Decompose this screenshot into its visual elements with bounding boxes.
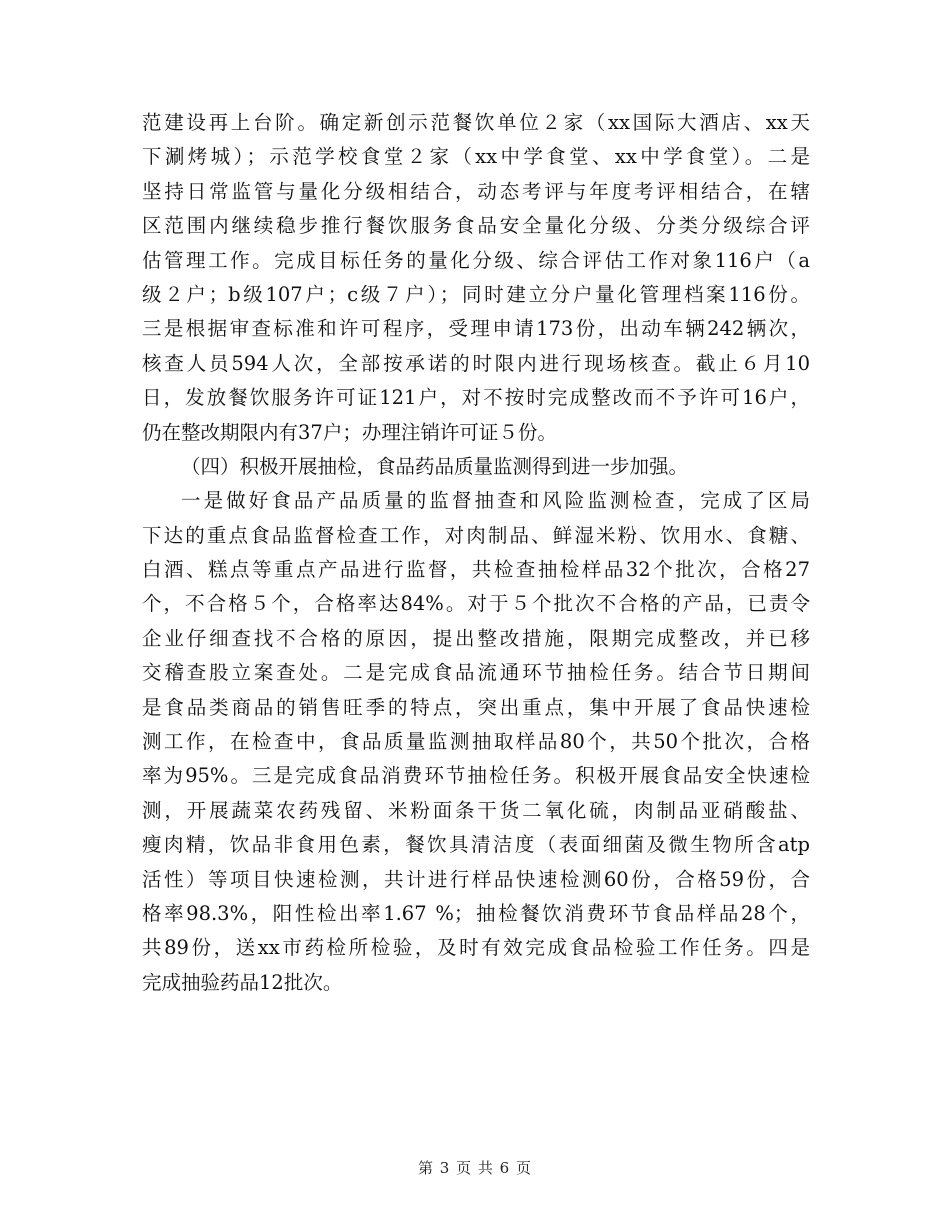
text-line: 企业仔细查找不合格的原因，提出整改措施，限期完成整改，并已移 — [142, 626, 810, 650]
text-line: 是食品类商品的销售旺季的特点，突出重点，集中开展了食品快速检 — [142, 695, 810, 719]
text-line: 三是根据审查标准和许可程序，受理申请173份，出动车辆242辆次， — [142, 317, 810, 341]
text-line: 坚持日常监管与量化分级相结合，动态考评与年度考评相结合，在辖 — [142, 179, 810, 203]
text-line: 率为95%。三是完成食品消费环节抽检任务。积极开展食品安全快速检 — [142, 764, 810, 788]
text-line: 共89份，送xx市药检所检验，及时有效完成食品检验工作任务。四是 — [142, 936, 810, 960]
text-line: 一是做好食品产品质量的监督抽查和风险监测检查，完成了区局 — [181, 489, 810, 513]
text-line: 测工作，在检查中，食品质量监测抽取样品80个，共50个批次，合格 — [142, 730, 810, 754]
text-line: 交稽查股立案查处。二是完成食品流通环节抽检任务。结合节日期间 — [142, 661, 810, 685]
document-body — [142, 106, 810, 1000]
text-line: 完成抽验药品12批次。 — [142, 970, 343, 994]
text-line: 活性）等项目快速检测，共计进行样品快速检测60份，合格59份，合 — [142, 867, 810, 891]
section-heading: （四）积极开展抽检，食品药品质量监测得到进一步加强。 — [181, 454, 689, 478]
text-line: 估管理工作。完成目标任务的量化分级、综合评估工作对象116户（a — [142, 248, 810, 272]
text-line: 瘦肉精，饮品非食用色素，餐饮具清洁度（表面细菌及微生物所含atp — [142, 833, 810, 857]
text-line: 范建设再上台阶。确定新创示范餐饮单位２家（xx国际大酒店、xx天 — [142, 111, 810, 134]
text-line: 个，不合格５个，合格率达84%。对于５个批次不合格的产品，已责令 — [142, 592, 810, 616]
text-line: 下达的重点食品监督检查工作，对肉制品、鲜湿米粉、饮用水、食糖、 — [142, 523, 810, 547]
text-line: 区范围内继续稳步推行餐饮服务食品安全量化分级、分类分级综合评 — [142, 214, 810, 238]
text-line: 核查人员594人次，全部按承诺的时限内进行现场核查。截止６月10 — [142, 351, 810, 375]
text-line: 下涮烤城）；示范学校食堂２家（xx中学食堂、xx中学食堂）。二是 — [142, 145, 810, 169]
text-line: 级２户；b级107户；c级７户）；同时建立分户量化管理档案116份。 — [142, 282, 810, 306]
text-line: 日，发放餐饮服务许可证121户，对不按时完成整改而不予许可16户， — [142, 386, 810, 410]
text-line: 仍在整改期限内有37户；办理注销许可证５份。 — [142, 420, 557, 444]
page-footer: 第 3 页 共 6 页 — [418, 1159, 532, 1177]
text-line: 测，开展蔬菜农药残留、米粉面条干货二氧化硫，肉制品亚硝酸盐、 — [142, 798, 810, 822]
text-line: 白酒、糕点等重点产品进行监督，共检查抽检样品32个批次，合格27 — [142, 558, 810, 582]
text-line: 格率98.3%，阳性检出率1.67 %；抽检餐饮消费环节食品样品28个， — [142, 901, 810, 925]
